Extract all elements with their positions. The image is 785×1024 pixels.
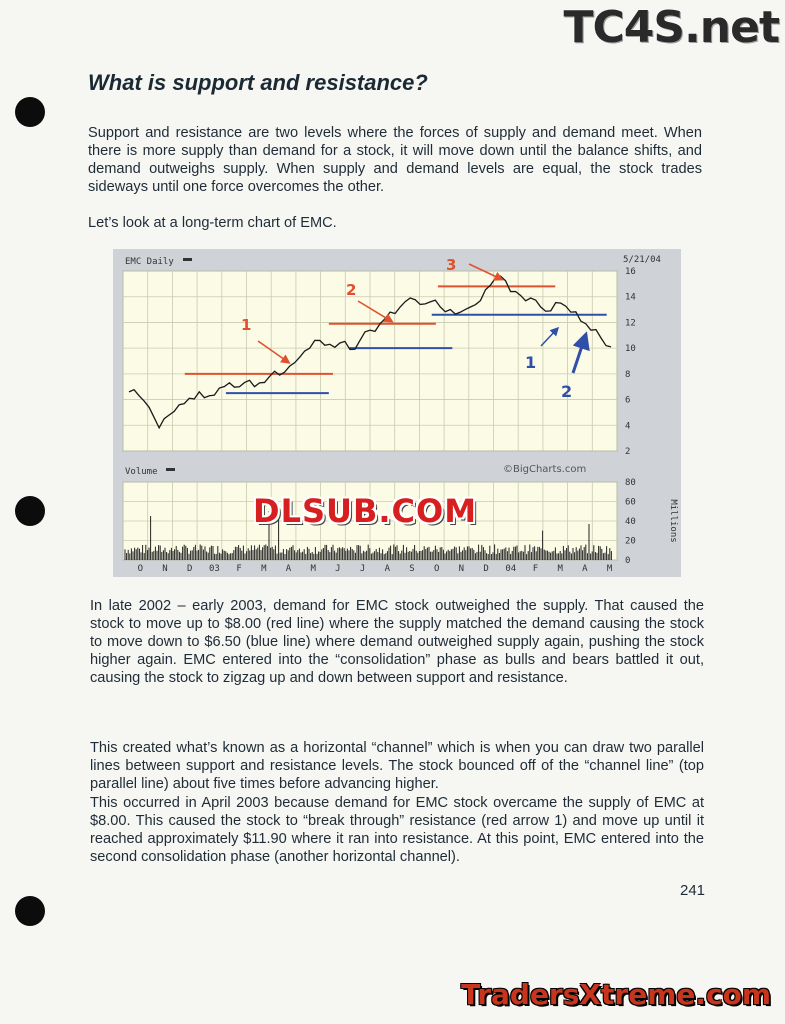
paragraph-chart-intro: Let’s look at a long-term chart of EMC.	[88, 215, 337, 231]
volume-unit: Millions	[668, 499, 678, 543]
header-dash-icon	[183, 258, 192, 261]
x-tick-label: M	[557, 564, 563, 574]
price-tick-label: 12	[625, 318, 636, 329]
x-tick-label: O	[433, 564, 440, 574]
x-tick-label: A	[285, 564, 292, 574]
page-number: 241	[680, 882, 706, 899]
support-arrow-label: 2	[561, 382, 573, 401]
x-tick-label: F	[532, 564, 539, 574]
x-tick-label: M	[261, 564, 267, 574]
x-tick-label: O	[137, 564, 144, 574]
x-tick-label: D	[186, 564, 193, 574]
x-tick-label: N	[458, 564, 465, 574]
binder-hole-bottom	[15, 896, 45, 926]
chart-credit: ©BigCharts.com	[503, 464, 587, 475]
paragraph-analysis-2: This created what’s known as a horizontal “channel” which is when you can draw two parallel lines between support and resistance levels. The stock bounced off of the “channel line” (top parallel line) about five times before advancing higher.	[90, 740, 704, 792]
price-tick-label: 14	[625, 292, 636, 303]
x-tick-label: F	[236, 564, 242, 574]
volume-tick-label: 0	[625, 556, 631, 566]
price-tick-label: 16	[625, 267, 636, 277]
watermark-top: TC4S.net	[563, 2, 779, 53]
x-tick-label: D	[483, 564, 489, 574]
support-arrow-label: 1	[525, 353, 537, 372]
volume-label: Volume	[125, 467, 158, 477]
binder-hole-top	[15, 97, 45, 127]
volume-tick-label: 40	[625, 517, 636, 527]
price-tick-label: 2	[625, 447, 631, 457]
volume-tick-label: 80	[625, 478, 636, 488]
resistance-arrow-label: 1	[241, 316, 252, 334]
x-tick-label: 04	[505, 564, 517, 574]
x-tick-label: J	[359, 564, 366, 574]
paragraph-analysis-3: This occurred in April 2003 because demand for EMC stock overcame the supply of EMC at $8.00. This caused the stock to “break through” resistance (red arrow 1) and move up until it reached approximately $11.90 where it ran into resistance. At this point, EMC entered into the second consolidation phase (another horizontal channel).	[90, 795, 704, 865]
chart-header-left: EMC Daily	[125, 257, 174, 267]
x-tick-label: M	[606, 564, 613, 574]
volume-tick-label: 60	[625, 497, 636, 508]
x-tick-label: J	[335, 564, 341, 574]
price-tick-label: 6	[625, 395, 631, 406]
x-tick-label: M	[310, 564, 316, 574]
page-title: What is support and resistance?	[88, 70, 428, 95]
volume-tick-label: 20	[625, 536, 636, 547]
paragraph-analysis-1: In late 2002 – early 2003, demand for EMC stock outweighed the supply. That caused the stock to move up to $8.00 (red line) where the supply matched the demand causing the stock to move down to $6.50 (blue line) where demand outweighed supply again, pushing the stock higher again. EMC entered into the “consolidation” phase as bulls and bears battled it out, causing the stock to zigzag up and down between support and resistance.	[90, 598, 704, 686]
price-tick-label: 8	[625, 369, 631, 380]
volume-dash-icon	[166, 468, 175, 471]
price-tick-label: 10	[625, 344, 636, 355]
x-tick-label: N	[162, 564, 168, 574]
watermark-bottom: TradersXtreme.com	[461, 978, 771, 1011]
x-tick-label: A	[582, 564, 588, 574]
price-tick-label: 4	[625, 421, 631, 432]
x-tick-label: A	[384, 564, 391, 574]
resistance-arrow-label: 2	[346, 281, 357, 299]
chart-header-right: 5/21/04	[623, 255, 661, 265]
watermark-middle: DLSUB.COM	[253, 492, 478, 530]
resistance-arrow-label: 3	[446, 256, 457, 274]
paragraph-intro: Support and resistance are two levels where the forces of supply and demand meet. When there is more supply than demand for a stock, it will move down until the balance shifts, and demand outweighs supply. When supply and demand levels are equal, the stock trades sideways until one force overcomes the other.	[88, 125, 702, 195]
binder-hole-middle	[15, 496, 45, 526]
x-tick-label: S	[409, 564, 415, 574]
x-tick-label: 03	[208, 564, 220, 574]
